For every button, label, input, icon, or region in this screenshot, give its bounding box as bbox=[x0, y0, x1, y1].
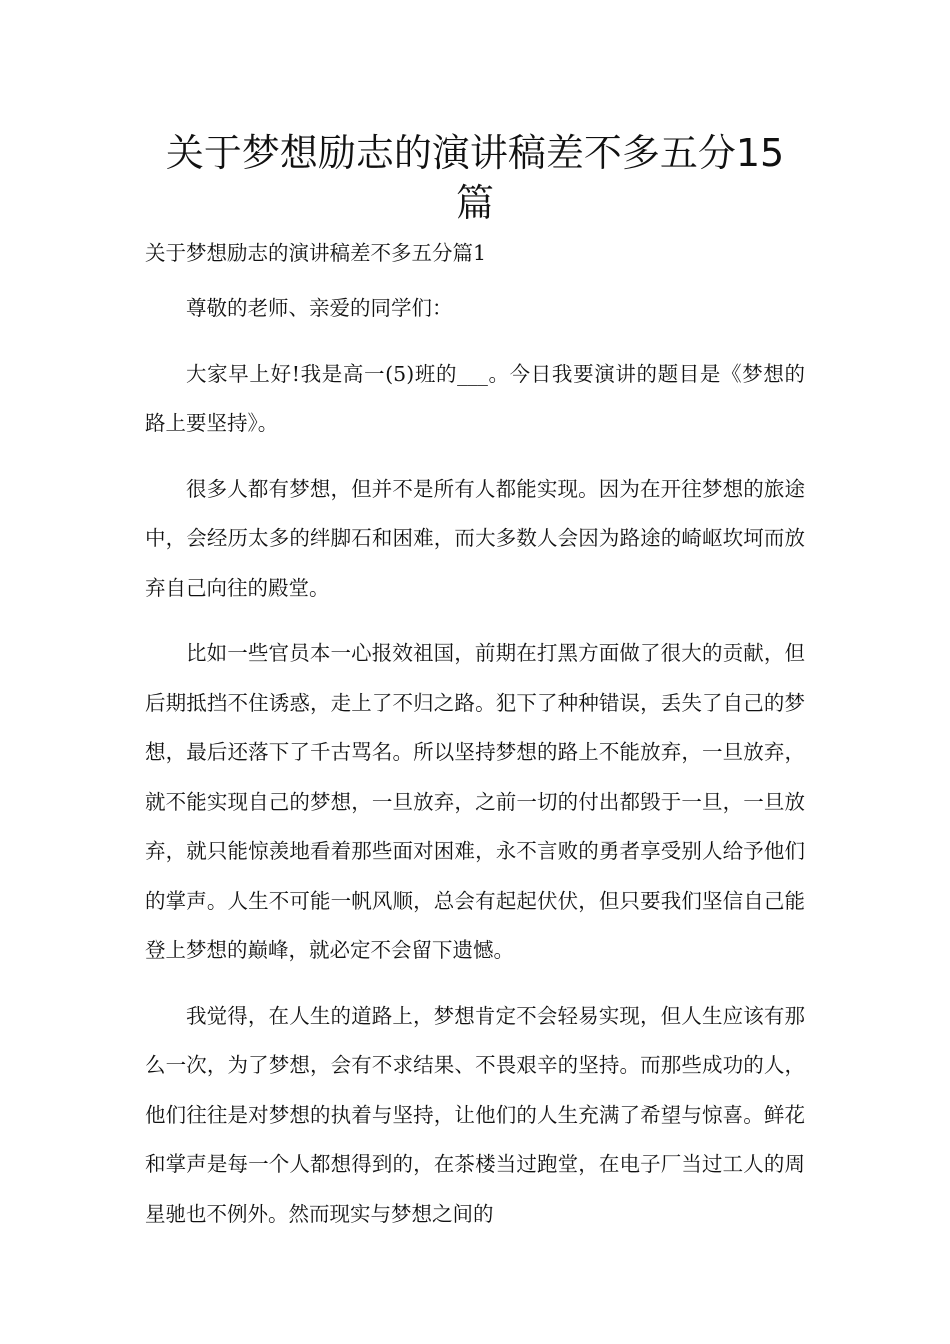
section-heading: 关于梦想励志的演讲稿差不多五分篇1 bbox=[145, 241, 487, 265]
paragraph-reflection: 我觉得，在人生的道路上，梦想肯定不会轻易实现，但人生应该有那么一次，为了梦想，会有不求结果、不畏艰辛的坚持。而那些成功的人，他们往往是对梦想的执着与坚持，让他们的人生充满了希望与惊喜。鲜花和掌声是每一个人都想得到的，在茶楼当过跑堂，在电子厂当过工人的周星驰也不例外。然而现实与梦想之间的 bbox=[145, 1003, 805, 1226]
paragraph-salutation: 尊敬的老师、亲爱的同学们： bbox=[186, 296, 453, 320]
paragraph-dreams: 很多人都有梦想，但并不是所有人都能实现。因为在开往梦想的旅途中，会经历太多的绊脚石和困难，而大多数人会因为路途的崎岖坎坷而放弃自己向往的殿堂。 bbox=[145, 476, 805, 600]
document-title: 关于梦想励志的演讲稿差不多五分15篇 bbox=[165, 131, 785, 225]
paragraph-introduction: 大家早上好!我是高一(5)班的___。今日我要演讲的题目是《梦想的路上要坚持》。 bbox=[145, 361, 805, 435]
paragraph-example: 比如一些官员本一心报效祖国，前期在打黑方面做了很大的贡献，但后期抵挡不住诱惑，走上了不归之路。犯下了种种错误，丢失了自己的梦想，最后还落下了千古骂名。所以坚持梦想的路上不能放弃，一旦放弃，就不能实现自己的梦想，一旦放弃，之前一切的付出都毁于一旦，一旦放弃，就只能惊羡地看着那些面对困难，永不言败的勇者享受别人给予他们的掌声。人生不可能一帆风顺，总会有起起伏伏，但只要我们坚信自己能登上梦想的巅峰，就必定不会留下遗憾。 bbox=[145, 641, 805, 962]
document-body bbox=[145, 236, 805, 1239]
